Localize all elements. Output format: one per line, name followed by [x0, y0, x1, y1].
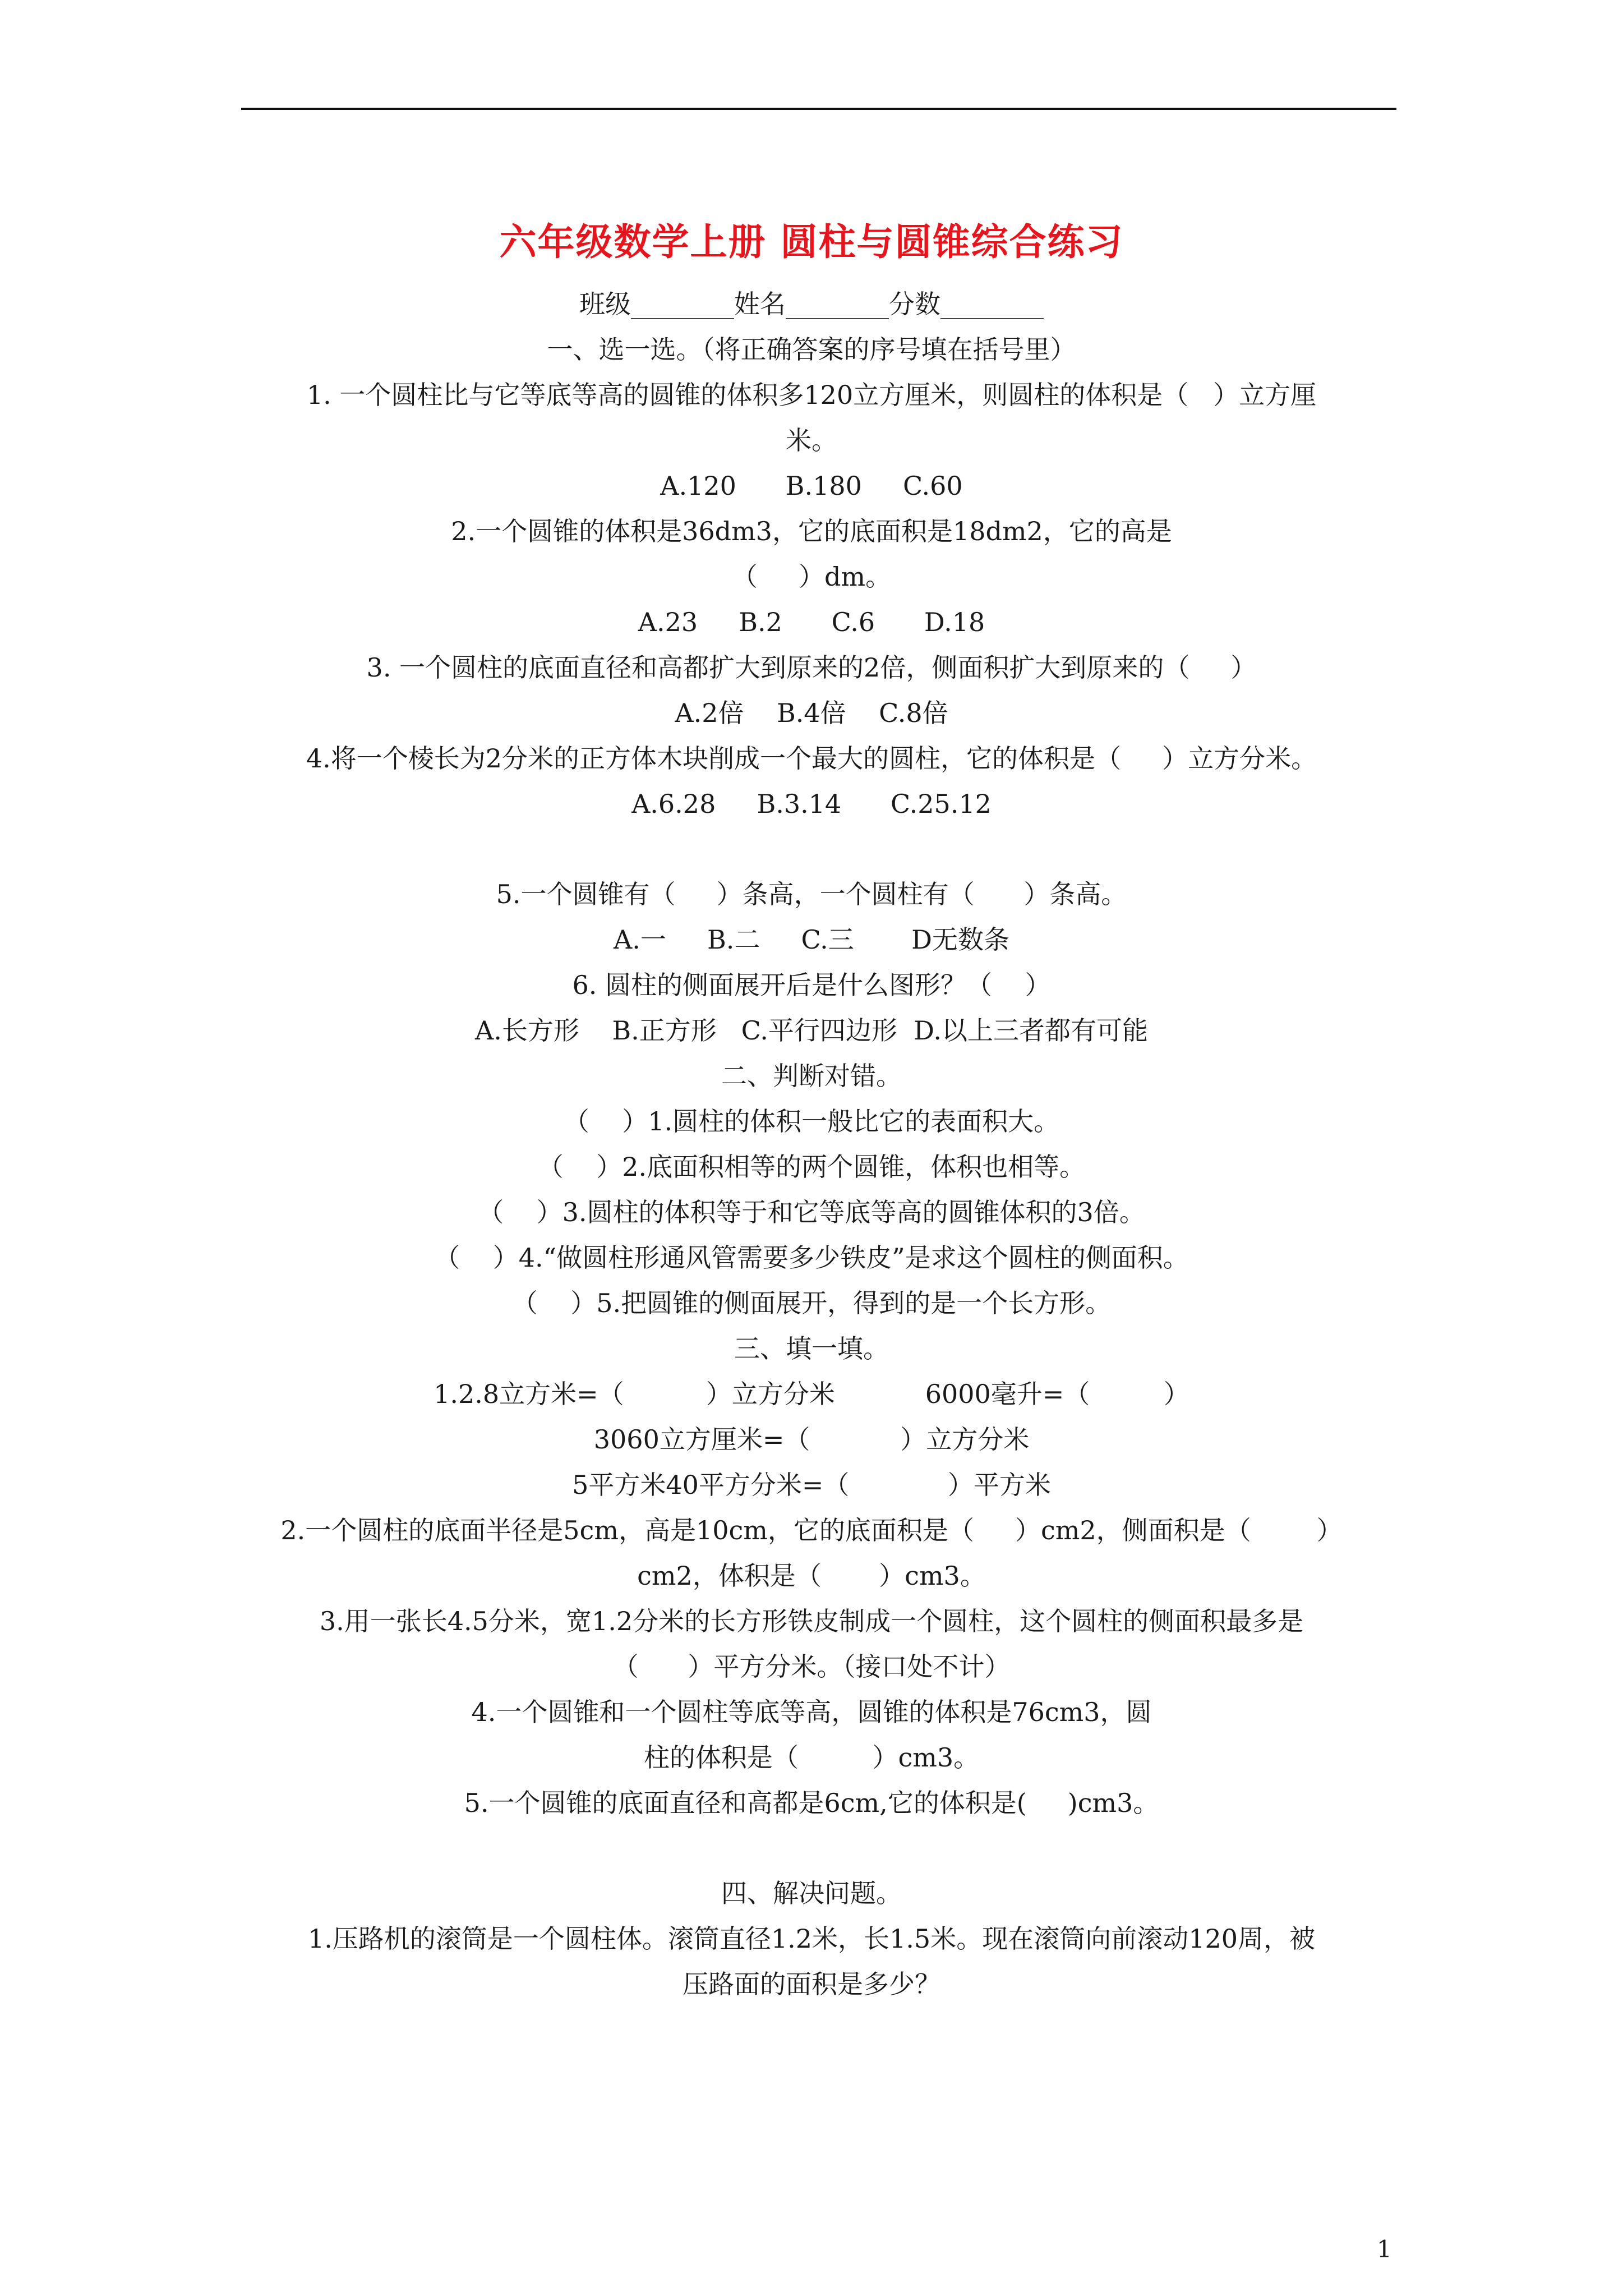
question-text: 3. 一个圆柱的底面直径和高都扩大到原来的2倍，侧面积扩大到原来的（ ） [366, 652, 1257, 683]
question-text: 2.一个圆锥的体积是36dm3，它的底面积是18dm2，它的高是 [451, 516, 1172, 546]
answer-options: A.一 B.二 C.三 D无数条 [614, 924, 1009, 955]
question-text: 5平方米40平方分米=（ ）平方米 [572, 1470, 1051, 1500]
info-line: 班级________姓名________分数________ [579, 289, 1044, 319]
question-text: 1. 一个圆柱比与它等底等高的圆锥的体积多120立方厘米，则圆柱的体积是（ ）立方厘 [306, 380, 1317, 410]
question-text: （ ）3.圆柱的体积等于和它等底等高的圆锥体积的3倍。 [478, 1197, 1145, 1227]
question-text: （ ）dm。 [731, 562, 892, 592]
question-text: （ ）平方分米。（接口处不计） [612, 1651, 1011, 1682]
answer-options: A.长方形 B.正方形 C.平行四边形 D.以上三者都有可能 [475, 1015, 1148, 1046]
question-text: 3.用一张长4.5分米，宽1.2分米的长方形铁皮制成一个圆柱，这个圆柱的侧面积最多是 [319, 1606, 1304, 1636]
question-text: 2.一个圆柱的底面半径是5cm，高是10cm，它的底面积是（ ）cm2，侧面积是（ ） [280, 1515, 1343, 1545]
page-number: 1 [1377, 2235, 1392, 2263]
question-text: 5.一个圆锥的底面直径和高都是6cm,它的体积是( )cm3。 [464, 1788, 1159, 1818]
section-heading: 四、解决问题。 [721, 1878, 902, 1908]
question-text: 6. 圆柱的侧面展开后是什么图形？（ ） [572, 970, 1051, 1000]
question-text: （ ）4.“做圆柱形通风管需要多少铁皮”是求这个圆柱的侧面积。 [434, 1243, 1189, 1273]
question-text: （ ）1.圆柱的体积一般比它的表面积大。 [563, 1106, 1060, 1137]
question-text: 4.将一个棱长为2分米的正方体木块削成一个最大的圆柱，它的体积是（ ）立方分米。 [306, 743, 1317, 774]
question-text: 3060立方厘米=（ ）立方分米 [593, 1424, 1030, 1455]
question-text: 米。 [786, 425, 837, 455]
page-title: 六年级数学上册 圆柱与圆锥综合练习 [499, 220, 1124, 264]
answer-options: A.2倍 B.4倍 C.8倍 [675, 698, 948, 728]
question-text: 柱的体积是（ ）cm3。 [643, 1742, 980, 1773]
question-text: 5.一个圆锥有（ ）条高，一个圆柱有（ ）条高。 [496, 879, 1127, 909]
answer-options: A.23 B.2 C.6 D.18 [638, 607, 985, 637]
answer-options: A.120 B.180 C.60 [660, 471, 963, 501]
answer-options: A.6.28 B.3.14 C.25.12 [631, 789, 992, 819]
question-text: cm2，体积是（ ）cm3。 [637, 1561, 986, 1591]
question-text: 压路面的面积是多少？ [683, 1969, 940, 1999]
question-text: 1.2.8立方米=（ ）立方分米 6000毫升=（ ） [434, 1379, 1189, 1409]
question-text: （ ）5.把圆锥的侧面展开，得到的是一个长方形。 [511, 1288, 1112, 1318]
question-text: 4.一个圆锥和一个圆柱等底等高，圆锥的体积是76cm3，圆 [471, 1697, 1152, 1727]
section-heading: 二、判断对错。 [721, 1061, 902, 1091]
question-text: （ ）2.底面积相等的两个圆锥，体积也相等。 [537, 1152, 1086, 1182]
question-text: 1.压路机的滚筒是一个圆柱体。滚筒直径1.2米，长1.5米。现在滚筒向前滚动120周，被 [308, 1924, 1315, 1954]
header-rule [241, 108, 1396, 110]
section-heading: 一、选一选。（将正确答案的序号填在括号里） [547, 334, 1076, 365]
section-heading: 三、填一填。 [734, 1333, 889, 1364]
